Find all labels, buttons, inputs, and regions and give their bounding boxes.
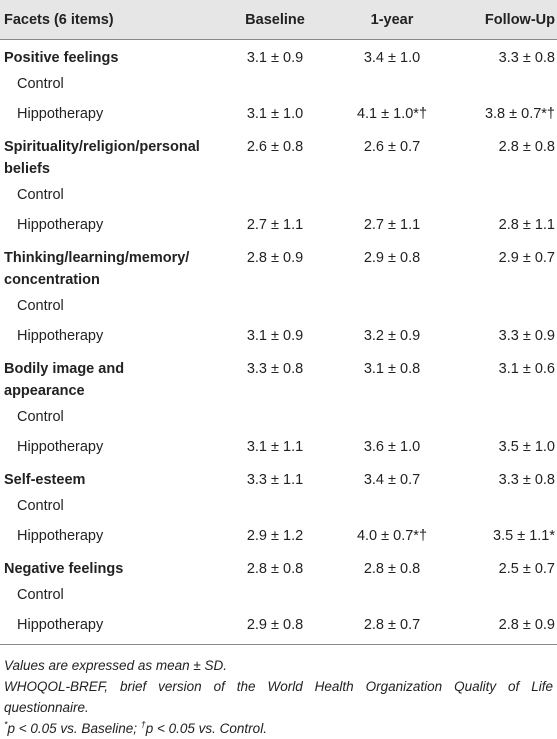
follow-up-cell: 2.8 ± 0.9 — [445, 610, 557, 645]
table-row — [0, 521, 557, 551]
header-facets: Facets (6 items) — [0, 0, 205, 40]
baseline-cell — [205, 580, 325, 610]
one-year-cell: 3.1 ± 0.8 — [363, 361, 421, 377]
baseline-cell: 3.1 ± 1.1 — [246, 439, 304, 455]
follow-up-cell: 3.3 ± 0.8 — [498, 472, 555, 488]
footnote-values: Values are expressed as mean ± SD. — [4, 658, 228, 673]
one-year-cell: 3.6 ± 1.0 — [363, 439, 421, 455]
table-row — [0, 129, 557, 180]
group-label: Hippotherapy — [0, 610, 205, 645]
table-row — [0, 551, 557, 580]
follow-up-cell: 3.3 ± 0.9 — [498, 328, 555, 344]
baseline-cell — [205, 180, 325, 210]
table-row — [0, 69, 557, 99]
baseline-cell — [205, 402, 325, 432]
header-baseline: Baseline — [205, 0, 325, 40]
follow-up-cell — [445, 180, 557, 210]
group-label: Control — [17, 498, 64, 514]
follow-up-cell: 2.5 ± 0.7 — [498, 561, 555, 577]
baseline-cell: 3.1 ± 0.9 — [246, 50, 304, 66]
baseline-cell: 2.9 ± 1.2 — [246, 528, 304, 544]
one-year-cell — [325, 69, 445, 99]
one-year-cell: 4.1 ± 1.0*† — [356, 106, 428, 122]
asterisk-mark: * — [4, 719, 8, 730]
header-follow-up: Follow-Up — [445, 0, 557, 40]
significance-control-text: p < 0.05 vs. Control. — [145, 721, 267, 736]
one-year-cell — [325, 402, 445, 432]
one-year-cell — [325, 180, 445, 210]
one-year-cell: 2.6 ± 0.7 — [363, 139, 421, 155]
table-row — [0, 321, 557, 351]
group-label: Hippotherapy — [17, 528, 104, 544]
one-year-cell: 4.0 ± 0.7*† — [356, 528, 428, 544]
group-label: Hippotherapy — [17, 328, 104, 344]
group-label: Control — [17, 76, 64, 92]
one-year-cell: 2.8 ± 0.7 — [325, 610, 445, 645]
one-year-cell — [325, 291, 445, 321]
one-year-cell: 3.2 ± 0.9 — [363, 328, 421, 344]
group-label: Control — [17, 298, 64, 314]
facet-label: Positive feelings — [4, 50, 119, 66]
table-row — [0, 580, 557, 610]
table-row — [0, 432, 557, 462]
dagger-mark: † — [140, 719, 146, 730]
follow-up-cell: 3.3 ± 0.8 — [498, 50, 555, 66]
follow-up-cell: 3.8 ± 0.7*† — [484, 106, 555, 122]
baseline-cell: 3.3 ± 0.8 — [246, 361, 304, 377]
follow-up-cell — [445, 402, 557, 432]
facet-label: Spirituality/religion/personal beliefs — [4, 139, 200, 177]
baseline-cell: 2.8 ± 0.8 — [246, 561, 304, 577]
baseline-cell — [205, 291, 325, 321]
significance-baseline-text: p < 0.05 vs. Baseline; — [7, 721, 141, 736]
table-row — [0, 99, 557, 129]
follow-up-cell: 3.1 ± 0.6 — [498, 361, 555, 377]
footnote-significance — [4, 718, 553, 739]
table-row — [0, 462, 557, 491]
one-year-cell: 3.4 ± 1.0 — [363, 50, 421, 66]
table-row — [0, 291, 557, 321]
table-row — [0, 240, 557, 291]
follow-up-cell: 2.8 ± 1.1 — [498, 217, 555, 233]
header-one-year: 1-year — [325, 0, 445, 40]
table-row — [0, 351, 557, 402]
baseline-cell: 2.7 ± 1.1 — [246, 217, 304, 233]
table-row — [0, 610, 557, 645]
baseline-cell — [205, 491, 325, 521]
follow-up-cell — [445, 580, 557, 610]
group-label: Control — [17, 187, 64, 203]
follow-up-cell — [445, 291, 557, 321]
table-row — [0, 40, 557, 70]
baseline-cell: 3.3 ± 1.1 — [246, 472, 304, 488]
table-row — [0, 180, 557, 210]
follow-up-cell: 2.9 ± 0.7 — [498, 250, 555, 266]
follow-up-cell — [445, 491, 557, 521]
group-label: Control — [17, 409, 64, 425]
baseline-cell: 3.1 ± 0.9 — [246, 328, 304, 344]
baseline-cell: 2.6 ± 0.8 — [246, 139, 304, 155]
facet-label: Thinking/learning/memory/ concentration — [4, 250, 190, 288]
table-header-row — [0, 0, 557, 40]
footnote-abbreviation: WHOQOL-BREF, brief version of the World Health Organization Quality of Life questionnaire. — [4, 679, 553, 715]
follow-up-cell: 3.5 ± 1.0 — [498, 439, 555, 455]
table-row — [0, 491, 557, 521]
facet-label: Bodily image and appearance — [4, 361, 125, 399]
one-year-cell: 3.4 ± 0.7 — [363, 472, 421, 488]
one-year-cell — [325, 491, 445, 521]
group-label: Hippotherapy — [17, 439, 104, 455]
table-row — [0, 210, 557, 240]
facet-label: Self-esteem — [4, 472, 86, 488]
one-year-cell: 2.9 ± 0.8 — [363, 250, 421, 266]
baseline-cell: 2.8 ± 0.9 — [246, 250, 304, 266]
group-label: Hippotherapy — [17, 217, 104, 233]
table-footnotes — [0, 645, 557, 739]
follow-up-cell — [445, 69, 557, 99]
group-label: Hippotherapy — [17, 106, 104, 122]
one-year-cell — [325, 580, 445, 610]
follow-up-cell: 3.5 ± 1.1* — [493, 528, 555, 544]
follow-up-cell: 2.8 ± 0.8 — [498, 139, 555, 155]
one-year-cell: 2.7 ± 1.1 — [363, 217, 421, 233]
baseline-cell — [205, 69, 325, 99]
baseline-cell: 2.9 ± 0.8 — [205, 610, 325, 645]
one-year-cell: 2.8 ± 0.8 — [363, 561, 421, 577]
group-label: Control — [17, 587, 64, 603]
baseline-cell: 3.1 ± 1.0 — [246, 106, 304, 122]
table-row — [0, 402, 557, 432]
facet-label: Negative feelings — [4, 561, 124, 577]
